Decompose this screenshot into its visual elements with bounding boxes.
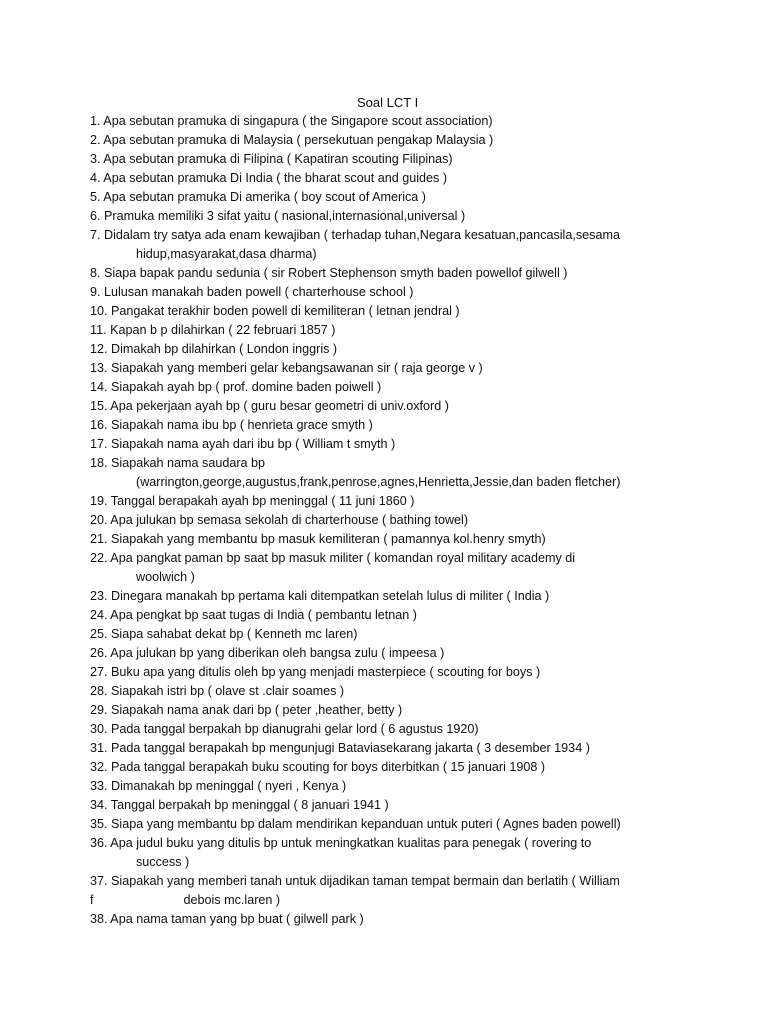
question-item xyxy=(90,207,740,226)
question-item xyxy=(90,910,740,929)
question-text-continuation: debois mc.laren ) xyxy=(183,893,281,907)
question-text: 15. Apa pekerjaan ayah bp ( guru besar geometri di univ.oxford ) xyxy=(90,399,449,413)
question-text: 4. Apa sebutan pramuka Di India ( the bharat scout and guides ) xyxy=(90,171,448,185)
question-text: 5. Apa sebutan pramuka Di amerika ( boy scout of America ) xyxy=(90,190,426,204)
question-item xyxy=(90,625,740,644)
question-text: 14. Siapakah ayah bp ( prof. domine baden poiwell ) xyxy=(90,380,382,394)
question-text: 16. Siapakah nama ibu bp ( henrieta grace smyth ) xyxy=(90,418,373,432)
question-text-continuation: woolwich ) xyxy=(136,570,195,584)
question-item xyxy=(90,188,740,207)
question-item xyxy=(90,416,740,435)
question-text: 35. Siapa yang membantu bp dalam mendirikan kepanduan untuk puteri ( Agnes baden powell) xyxy=(90,817,621,831)
question-text: 9. Lulusan manakah baden powell ( charterhouse school ) xyxy=(90,285,414,299)
question-item xyxy=(90,739,740,758)
question-text: 18. Siapakah nama saudara bp xyxy=(90,456,266,470)
question-item xyxy=(90,758,740,777)
question-item xyxy=(90,359,740,378)
question-item xyxy=(90,872,740,910)
question-item xyxy=(90,549,740,587)
question-text: 24. Apa pengkat bp saat tugas di India ( pembantu letnan ) xyxy=(90,608,417,622)
question-item xyxy=(90,663,740,682)
question-text: 23. Dinegara manakah bp pertama kali ditempatkan setelah lulus di militer ( India ) xyxy=(90,589,550,603)
question-text: 6. Pramuka memiliki 3 sifat yaitu ( nasional,internasional,universal ) xyxy=(90,209,466,223)
question-item xyxy=(90,435,740,454)
question-text: 33. Dimanakah bp meninggal ( nyeri , Kenya ) xyxy=(90,779,347,793)
question-item xyxy=(90,492,740,511)
question-text: 20. Apa julukan bp semasa sekolah di charterhouse ( bathing towel) xyxy=(90,513,469,527)
question-item xyxy=(90,378,740,397)
question-text: 36. Apa judul buku yang ditulis bp untuk meningkatkan kualitas para penegak ( rovering to xyxy=(90,836,592,850)
question-item xyxy=(90,131,740,150)
question-text: 7. Didalam try satya ada enam kewajiban ( terhadap tuhan,Negara kesatuan,pancasila,sesama xyxy=(90,228,620,242)
question-text-continuation: hidup,masyarakat,dasa dharma) xyxy=(136,247,317,261)
question-text-fragment: f xyxy=(90,893,94,907)
question-list xyxy=(90,112,740,929)
question-item xyxy=(90,264,740,283)
question-text: 19. Tanggal berapakah ayah bp meninggal ( 11 juni 1860 ) xyxy=(90,494,415,508)
question-text: 1. Apa sebutan pramuka di singapura ( the Singapore scout association) xyxy=(90,114,493,128)
question-item xyxy=(90,644,740,663)
question-item xyxy=(90,454,740,492)
question-item xyxy=(90,283,740,302)
question-item xyxy=(90,302,740,321)
question-item xyxy=(90,530,740,549)
question-text: 38. Apa nama taman yang bp buat ( gilwell park ) xyxy=(90,912,364,926)
question-text: 13. Siapakah yang memberi gelar kebangsawanan sir ( raja george v ) xyxy=(90,361,483,375)
question-item xyxy=(90,511,740,530)
question-item xyxy=(90,682,740,701)
question-text: 26. Apa julukan bp yang diberikan oleh bangsa zulu ( impeesa ) xyxy=(90,646,445,660)
question-text: 27. Buku apa yang ditulis oleh bp yang menjadi masterpiece ( scouting for boys ) xyxy=(90,665,541,679)
question-text: 12. Dimakah bp dilahirkan ( London inggris ) xyxy=(90,342,338,356)
question-text: 37. Siapakah yang memberi tanah untuk dijadikan taman tempat bermain dan berlatih ( William xyxy=(90,874,620,888)
question-text: 29. Siapakah nama anak dari bp ( peter ,heather, betty ) xyxy=(90,703,403,717)
question-item xyxy=(90,587,740,606)
question-item xyxy=(90,834,740,872)
question-text: 30. Pada tanggal berpakah bp dianugrahi gelar lord ( 6 agustus 1920) xyxy=(90,722,479,736)
question-item xyxy=(90,340,740,359)
question-item xyxy=(90,606,740,625)
question-text: 32. Pada tanggal berapakah buku scouting for boys diterbitkan ( 15 januari 1908 ) xyxy=(90,760,546,774)
question-text: 28. Siapakah istri bp ( olave st .clair soames ) xyxy=(90,684,345,698)
question-text: 21. Siapakah yang membantu bp masuk kemiliteran ( pamannya kol.henry smyth) xyxy=(90,532,546,546)
question-item xyxy=(90,720,740,739)
question-text-continuation: (warrington,george,augustus,frank,penrose,agnes,Henrietta,Jessie,dan baden fletcher) xyxy=(136,475,621,489)
question-text: 2. Apa sebutan pramuka di Malaysia ( persekutuan pengakap Malaysia ) xyxy=(90,133,494,147)
question-item xyxy=(90,796,740,815)
question-item xyxy=(90,112,740,131)
question-text: 3. Apa sebutan pramuka di Filipina ( Kapatiran scouting Filipinas) xyxy=(90,152,453,166)
question-text: 34. Tanggal berpakah bp meninggal ( 8 januari 1941 ) xyxy=(90,798,389,812)
question-text: 17. Siapakah nama ayah dari ibu bp ( William t smyth ) xyxy=(90,437,396,451)
question-text: 22. Apa pangkat paman bp saat bp masuk militer ( komandan royal military academy di xyxy=(90,551,576,565)
question-item xyxy=(90,397,740,416)
question-item xyxy=(90,169,740,188)
question-text: 10. Pangakat terakhir boden powell di kemiliteran ( letnan jendral ) xyxy=(90,304,460,318)
question-item xyxy=(90,226,740,264)
question-item xyxy=(90,701,740,720)
question-text: 31. Pada tanggal berapakah bp mengunjugi Bataviasekarang jakarta ( 3 desember 1934 ) xyxy=(90,741,590,755)
document-title: Soal LCT I xyxy=(357,95,419,110)
question-item xyxy=(90,815,740,834)
question-item xyxy=(90,321,740,340)
question-item xyxy=(90,777,740,796)
question-text-continuation: success ) xyxy=(136,855,190,869)
question-text: 8. Siapa bapak pandu sedunia ( sir Robert Stephenson smyth baden powellof gilwell ) xyxy=(90,266,568,280)
question-text: 11. Kapan b p dilahirkan ( 22 februari 1857 ) xyxy=(90,323,336,337)
question-text: 25. Siapa sahabat dekat bp ( Kenneth mc laren) xyxy=(90,627,358,641)
question-item xyxy=(90,150,740,169)
